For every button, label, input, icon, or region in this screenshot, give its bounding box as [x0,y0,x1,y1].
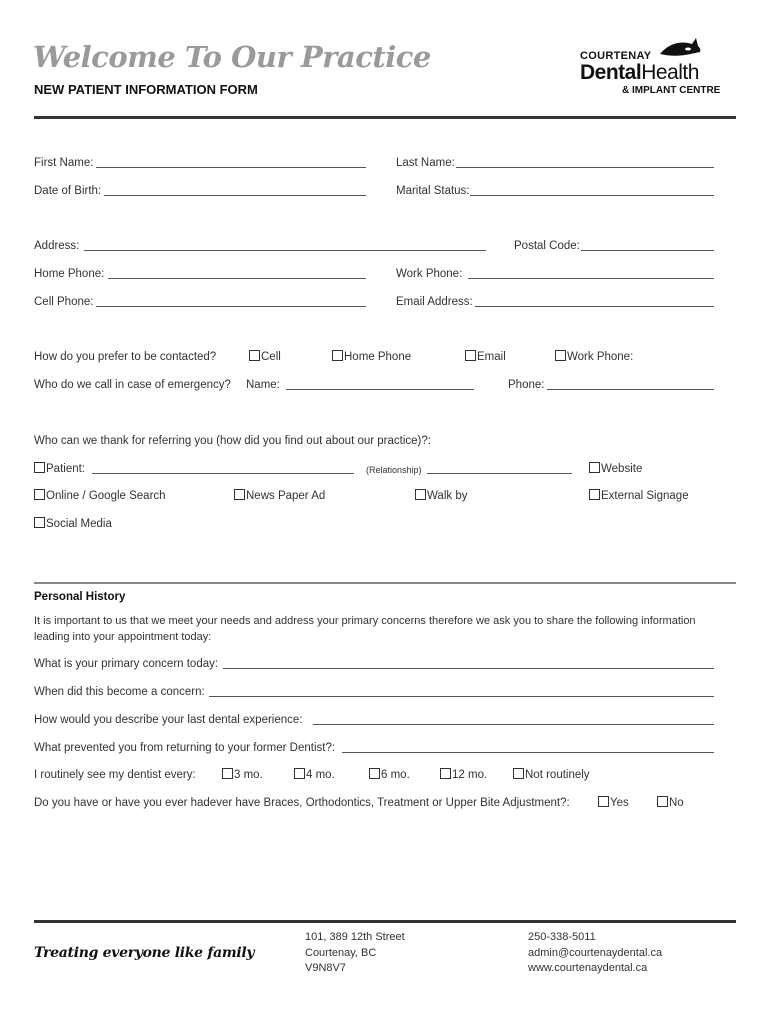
last-name-label: Last Name: [396,157,455,169]
first-name-field[interactable] [96,167,366,168]
referral-signage[interactable]: External Signage [589,489,689,503]
logo-dental: Dental [580,61,642,84]
address-field[interactable] [84,250,486,251]
footer-rule [34,920,736,923]
checkbox[interactable] [415,489,426,500]
prevented-label: What prevented you from returning to your former Dentist?: [34,742,336,754]
history-heading: Personal History [34,591,126,603]
braces-label: Do you have or have you ever hadever have Braces, Orthodontics, Treatment or Upper Bite Adjustment?: [34,797,570,809]
referral-website[interactable]: Website [589,462,642,476]
address-label: Address: [34,240,80,252]
footer-address [305,930,405,977]
routine-label: I routinely see my dentist every: [34,769,196,781]
work-phone-field[interactable] [468,278,714,279]
braces-yes[interactable]: Yes [598,796,629,810]
footer-tagline: Treating everyone like family [34,945,255,961]
checkbox[interactable] [34,489,45,500]
contact-option-cell[interactable]: Cell [249,350,281,364]
contact-option-email[interactable]: Email [465,350,506,364]
section-rule [34,582,736,584]
logo-line-2 [580,61,699,85]
checkbox[interactable] [598,796,609,807]
cell-phone-label: Cell Phone: [34,296,94,308]
postal-label: Postal Code: [514,240,580,252]
checkbox[interactable] [465,350,476,361]
routine-option-12mo[interactable]: 12 mo. [440,768,487,782]
logo-line-1: COURTENAY [580,50,652,62]
routine-option-6mo[interactable]: 6 mo. [369,768,410,782]
prevented-field[interactable] [342,752,714,753]
experience-label: How would you describe your last dental experience: [34,714,303,726]
concern-label: What is your primary concern today: [34,658,219,670]
checkbox[interactable] [294,768,305,779]
footer-email[interactable]: admin@courtenaydental.ca [528,946,663,959]
routine-option-4mo[interactable]: 4 mo. [294,768,335,782]
emergency-name-label: Name: [246,379,280,391]
checkbox[interactable] [369,768,380,779]
checkbox[interactable] [589,462,600,473]
header-rule [34,116,736,119]
checkbox[interactable] [440,768,451,779]
email-field[interactable] [475,306,714,307]
email-label: Email Address: [396,296,473,308]
routine-option-not[interactable]: Not routinely [513,768,590,782]
checkbox[interactable] [34,517,45,528]
emergency-phone-field[interactable] [547,389,714,390]
referral-question: Who can we thank for referring you (how did you find out about our practice)?: [34,435,431,447]
emergency-name-field[interactable] [286,389,474,390]
footer-address-line: Courtenay, BC [305,946,377,959]
home-phone-label: Home Phone: [34,268,105,280]
dob-field[interactable] [104,195,366,196]
referral-patient[interactable]: Patient: [34,462,85,476]
logo-health: Health [641,61,699,84]
postal-field[interactable] [581,250,714,251]
emergency-phone-label: Phone: [508,379,545,391]
checkbox[interactable] [332,350,343,361]
home-phone-field[interactable] [108,278,366,279]
footer-address-line: V9N8V7 [305,962,346,974]
when-field[interactable] [209,696,714,697]
checkbox[interactable] [555,350,566,361]
contact-option-work-phone[interactable]: Work Phone: [555,350,633,364]
emergency-question: Who do we call in case of emergency? [34,379,231,391]
footer-contact [528,930,662,977]
referral-walkby[interactable]: Walk by [415,489,467,503]
checkbox[interactable] [249,350,260,361]
checkbox[interactable] [657,796,668,807]
when-label: When did this become a concern: [34,686,205,698]
first-name-label: First Name: [34,157,94,169]
marital-field[interactable] [470,195,714,196]
experience-field[interactable] [313,724,714,725]
relationship-label: (Relationship) [366,465,422,475]
referral-newspaper[interactable]: News Paper Ad [234,489,325,503]
contact-question: How do you prefer to be contacted? [34,351,217,363]
page-title: Welcome To Our Practice [33,40,431,74]
contact-option-home-phone[interactable]: Home Phone [332,350,411,364]
referral-patient-field[interactable] [92,473,354,474]
orca-icon [658,36,702,60]
last-name-field[interactable] [456,167,714,168]
marital-label: Marital Status: [396,185,470,197]
cell-phone-field[interactable] [96,306,366,307]
practice-logo [578,36,724,98]
referral-social[interactable]: Social Media [34,517,112,531]
dob-label: Date of Birth: [34,185,102,197]
checkbox[interactable] [513,768,524,779]
logo-line-3: & IMPLANT CENTRE [622,85,721,96]
footer-phone: 250-338-5011 [528,931,596,943]
footer-address-line: 101, 389 12th Street [305,931,405,943]
form-subtitle: NEW PATIENT INFORMATION FORM [34,82,258,97]
history-intro-1: It is important to us that we meet your needs and address your primary concerns therefore we ask you to share the following information [34,615,696,627]
work-phone-label: Work Phone: [396,268,463,280]
footer-website[interactable]: www.courtenaydental.ca [528,962,648,974]
relationship-field[interactable] [427,473,572,474]
history-intro-2: leading into your appointment today: [34,631,212,643]
referral-online[interactable]: Online / Google Search [34,489,166,503]
routine-option-3mo[interactable]: 3 mo. [222,768,263,782]
checkbox[interactable] [34,462,45,473]
checkbox[interactable] [222,768,233,779]
concern-field[interactable] [223,668,714,669]
checkbox[interactable] [234,489,245,500]
braces-no[interactable]: No [657,796,684,810]
checkbox[interactable] [589,489,600,500]
